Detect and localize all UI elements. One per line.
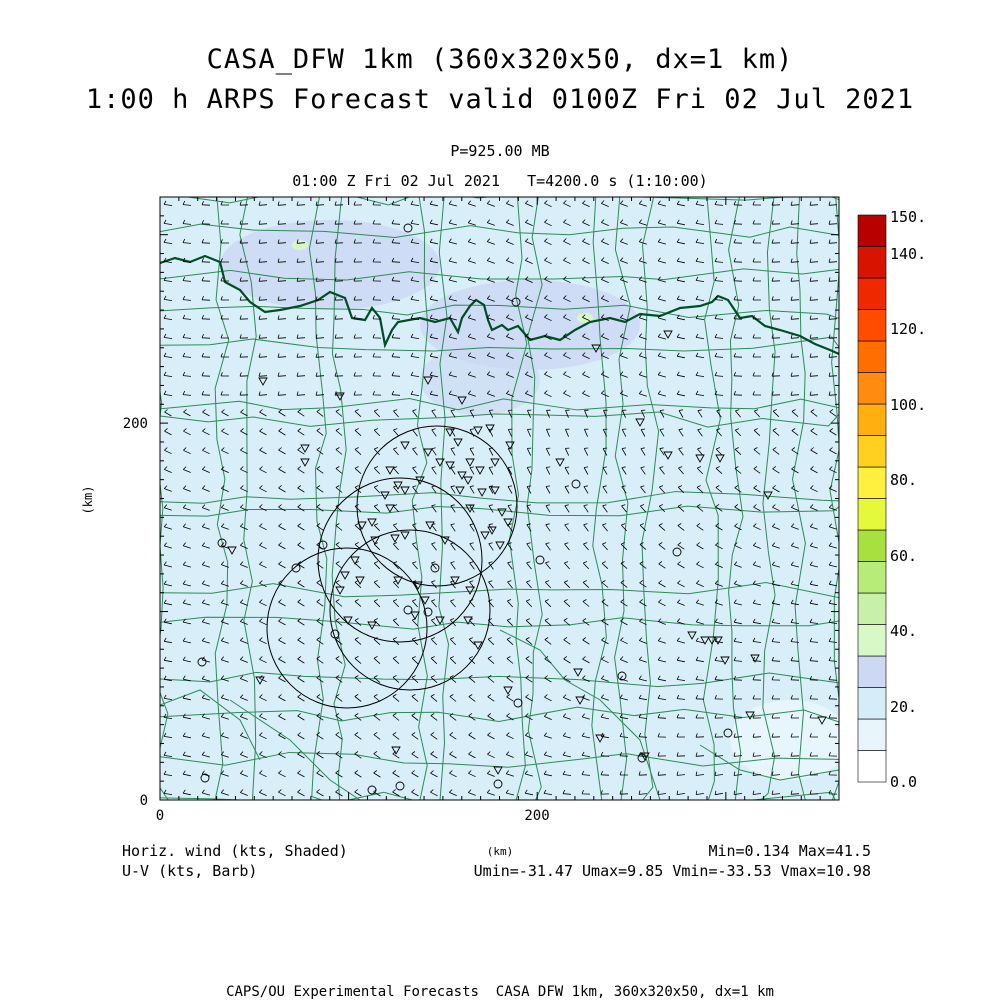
cb-label-140: 140. (890, 245, 927, 263)
legend-uv-range: Umin=-31.47 Umax=9.85 Vmin=-33.53 Vmax=10.98 (473, 862, 871, 880)
colorbar-bin (858, 436, 886, 468)
colorbar-bin (858, 625, 886, 657)
x-tick-0: 0 (155, 808, 165, 824)
colorbar-bin (858, 341, 886, 373)
colorbar-bin (858, 656, 886, 688)
x-tick-200: 200 (524, 808, 550, 824)
cb-label-150: 150. (890, 208, 927, 226)
colorbar-bin (858, 247, 886, 279)
colorbar-bin (858, 562, 886, 594)
colorbar-bin (858, 593, 886, 625)
colorbar-bin (858, 530, 886, 562)
colorbar-bin (858, 467, 886, 499)
legend-shaded-field: Horiz. wind (kts, Shaded) (122, 842, 348, 860)
colorbar-bin (858, 499, 886, 531)
y-tick-0: 0 (139, 793, 148, 809)
cb-label-80: 80. (890, 471, 918, 489)
cb-label-120: 120. (890, 320, 927, 338)
colorbar-bin (858, 719, 886, 751)
pressure-level: P=925.00 MB (450, 142, 550, 160)
x-axis-label: (km) (486, 845, 514, 858)
colorbar-bin (858, 688, 886, 720)
cb-label-100: 100. (890, 396, 927, 414)
legend-min-max: Min=0.134 Max=41.5 (708, 842, 871, 860)
colorbar-labels (890, 208, 926, 791)
colorbar-bin (858, 310, 886, 342)
legend-barb-field: U-V (kts, Barb) (122, 862, 258, 880)
title-line-2: 1:00 h ARPS Forecast valid 0100Z Fri 02 Jul 2021 (85, 84, 915, 115)
colorbar-bin (858, 751, 886, 783)
colorbar-bin (858, 373, 886, 405)
cb-label-40: 40. (890, 622, 918, 640)
colorbar (858, 215, 886, 782)
cb-label-60: 60. (890, 547, 918, 565)
y-axis-label: (km) (81, 485, 95, 515)
cb-label-0: 0.0 (890, 773, 918, 791)
title-line-1: CASA_DFW 1km (360x320x50, dx=1 km) (206, 44, 794, 75)
cb-label-20: 20. (890, 698, 918, 716)
colorbar-bin (858, 215, 886, 247)
colorbar-bin (858, 404, 886, 436)
y-tick-200: 200 (122, 416, 148, 432)
colorbar-bin (858, 278, 886, 310)
valid-time-line: 01:00 Z Fri 02 Jul 2021 T=4200.0 s (1:10:00) (292, 172, 708, 190)
footer-credit: CAPS/OU Experimental Forecasts CASA DFW 1km, 360x320x50, dx=1 km (226, 984, 774, 1000)
